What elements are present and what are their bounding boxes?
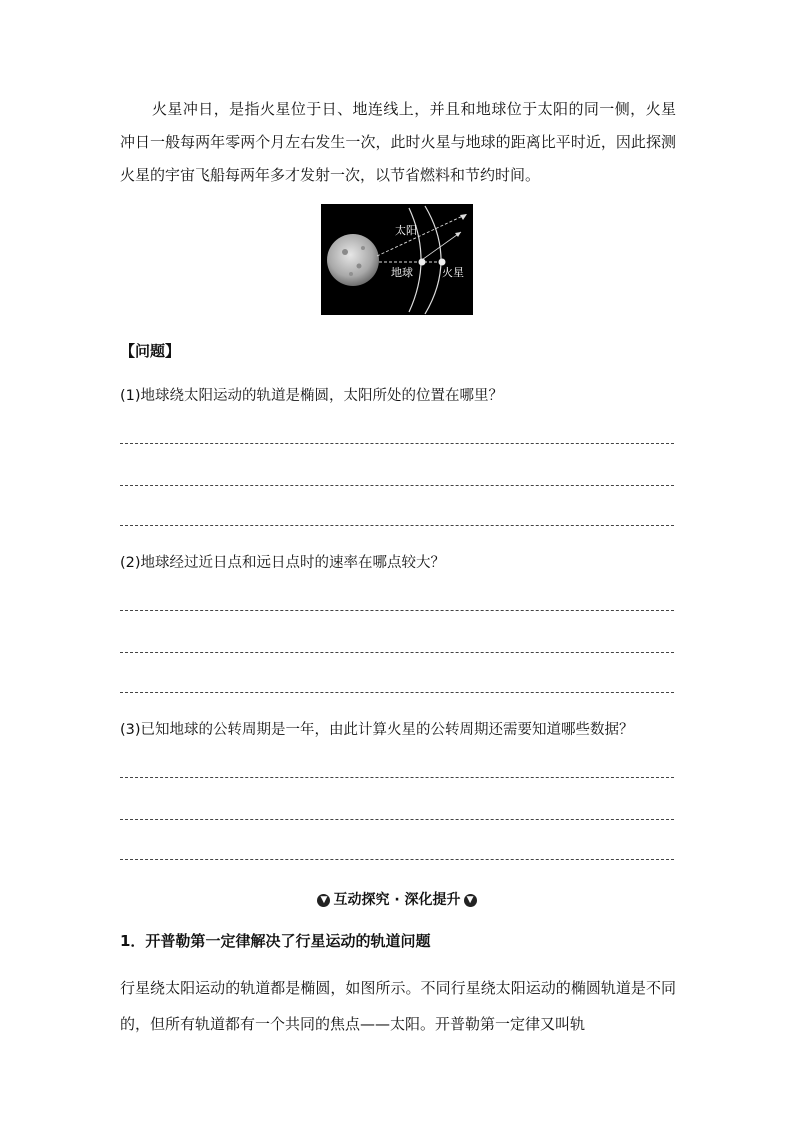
sun-label: 太阳 — [395, 224, 417, 237]
answer-line[interactable] — [120, 819, 674, 820]
answer-line[interactable] — [120, 652, 674, 653]
sun-shape — [327, 234, 379, 286]
earth-label: 地球 — [391, 266, 413, 279]
question-3: (3)已知地球的公转周期是一年，由此计算火星的公转周期还需要知道哪些数据？ — [120, 722, 634, 738]
earth-shape — [419, 259, 426, 266]
section-banner — [0, 889, 794, 909]
chevron-down-icon: ▼ — [464, 894, 477, 907]
mars-opposition-figure — [321, 204, 473, 315]
intro-paragraph: 火星冲日，是指火星位于日、地连线上，并且和地球位于太阳的同一侧，火星冲日一般每两年零两个月左右发生一次，此时火星与地球的距离比平时近，因此探测火星的宇宙飞船每两年多才发射一次，以节省燃料和节约时间。 — [120, 100, 676, 184]
answer-line[interactable] — [120, 525, 674, 526]
orbit-diagram — [321, 204, 473, 315]
answer-line[interactable] — [120, 777, 674, 778]
mars-orbit — [425, 206, 441, 314]
question-1: (1)地球绕太阳运动的轨道是椭圆，太阳所处的位置在哪里？ — [120, 388, 504, 404]
banner-text: 互动探究 · 深化提升 — [333, 892, 461, 908]
point-title: 1．开普勒第一定律解决了行星运动的轨道问题 — [120, 932, 431, 950]
answer-line[interactable] — [120, 485, 674, 486]
orbit-arrow-2 — [419, 232, 461, 262]
mars-shape — [439, 259, 446, 266]
answer-line[interactable] — [120, 443, 674, 444]
mars-label: 火星 — [442, 266, 464, 279]
section-title: 【问题】 — [120, 342, 181, 360]
orbit-arrow-1 — [377, 214, 467, 256]
point-body: 行星绕太阳运动的轨道都是椭圆，如图所示。不同行星绕太阳运动的椭圆轨道是不同的，但所有轨道都有一个共同的焦点——太阳。开普勒第一定律又叫轨 — [120, 979, 676, 1033]
chevron-down-icon: ▼ — [317, 894, 330, 907]
answer-line[interactable] — [120, 610, 674, 611]
answer-line[interactable] — [120, 692, 674, 693]
answer-line[interactable] — [120, 859, 674, 860]
question-2: (2)地球经过近日点和远日点时的速率在哪点较大？ — [120, 555, 446, 571]
